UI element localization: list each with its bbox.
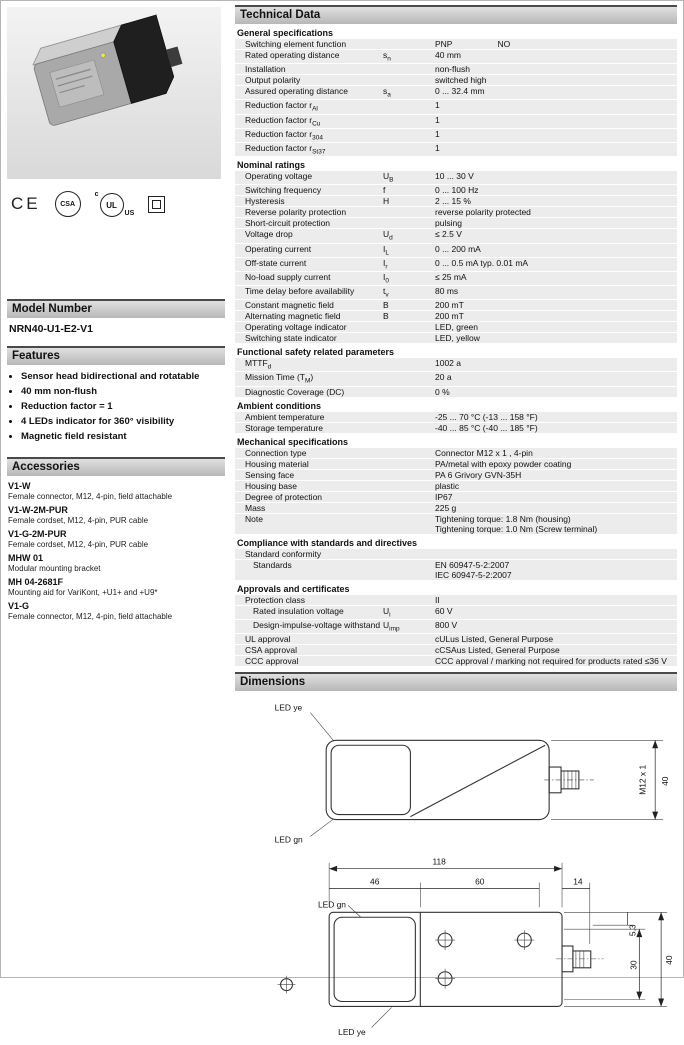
ce-mark: CE — [11, 194, 41, 213]
spec-symbol — [383, 595, 435, 605]
spec-value: reverse polarity protected — [435, 207, 531, 218]
spec-label: Operating voltage indicator — [245, 322, 347, 333]
csa-mark: CSA — [55, 191, 81, 217]
spec-label: Off-state current — [245, 257, 307, 268]
spec-value: 10 ... 30 V — [435, 171, 474, 182]
spec-value: 800 V — [435, 619, 458, 630]
spec-symbol: B — [383, 300, 389, 311]
spec-symbol: $U_B$ — [383, 171, 394, 184]
spec-row — [235, 503, 677, 513]
spec-value: 1 — [435, 100, 440, 111]
spec-value: 1002 a — [435, 358, 461, 369]
spec-row — [235, 272, 677, 285]
spec-value: non-flush — [435, 64, 470, 75]
spec-row — [235, 100, 677, 113]
spec-symbol — [383, 358, 435, 371]
spec-row — [235, 470, 677, 480]
spec-row — [235, 196, 677, 206]
side-view-body — [326, 740, 594, 819]
spec-row — [235, 549, 677, 559]
spec-symbol — [383, 64, 435, 74]
spec-label: Housing base — [245, 480, 297, 491]
spec-section-header: Functional safety related parameters — [237, 347, 395, 358]
ul-mark-circle: UL — [100, 193, 124, 217]
spec-row — [235, 244, 677, 257]
protection-class-ii-icon — [148, 196, 165, 213]
head-length-label: 46 — [370, 876, 380, 887]
spec-row — [235, 620, 677, 633]
spec-label: Reduction factor $r_{Cu}$ — [245, 114, 321, 128]
spec-section-header: Compliance with standards and directives — [237, 537, 418, 548]
accessory-desc: Female connector, M12, 4-pin, field attachable — [8, 492, 173, 501]
spec-symbol — [383, 372, 435, 385]
spec-label: No-load supply current — [245, 271, 331, 282]
spec-row — [235, 645, 677, 655]
spec-row — [235, 387, 677, 397]
spec-symbol — [383, 143, 435, 156]
spec-value: 20 a — [435, 372, 452, 383]
dimension-drawing-side-view — [235, 695, 675, 847]
spec-symbol — [383, 503, 435, 513]
spec-row — [235, 595, 677, 605]
spec-symbol — [383, 322, 435, 332]
protection-class-ii-inner-square — [152, 200, 161, 209]
spec-value: ≤ 2.5 V — [435, 229, 462, 240]
spec-symbol — [383, 645, 435, 655]
spec-value: 60 V — [435, 605, 453, 616]
spec-symbol: $I_0$ — [383, 271, 389, 285]
feature-item: • 40 mm non-flush — [21, 386, 225, 398]
feature-item: • Reduction factor = 1 — [21, 401, 225, 413]
spec-row — [235, 448, 677, 458]
spec-value: II — [435, 594, 440, 605]
spec-symbol — [383, 634, 435, 644]
spec-row — [235, 129, 677, 142]
spec-label: $MTTF_d$ — [245, 358, 272, 371]
spec-value: 200 mT — [435, 300, 464, 311]
spec-value: Connector M12 x 1 , 4-pin — [435, 447, 533, 458]
spec-row — [235, 322, 677, 332]
spec-symbol — [383, 39, 435, 49]
accessory-item — [8, 481, 225, 502]
spec-label: Hysteresis — [245, 196, 285, 207]
spec-value-2: NO — [497, 39, 511, 49]
spec-row — [235, 459, 677, 469]
spec-symbol: $I_r$ — [383, 257, 388, 271]
top-view-body — [278, 912, 604, 1006]
spec-label: Switching frequency — [245, 185, 322, 196]
spec-symbol: $U_{imp}$ — [383, 619, 400, 633]
accessory-name: V1-W-2M-PUR — [8, 505, 68, 515]
spec-value: PA 6 Grivory GVN-35H — [435, 469, 522, 480]
spec-row — [235, 64, 677, 74]
spec-row — [235, 207, 677, 217]
spec-value: 0 ... 0.5 mA typ. 0.01 mA — [435, 257, 529, 268]
spec-symbol — [383, 75, 435, 85]
spec-label: Connection type — [245, 447, 307, 458]
spec-symbol: $s_n$ — [383, 50, 391, 63]
spec-row — [235, 171, 677, 184]
spec-value: LED, yellow — [435, 333, 480, 344]
spec-value: 0 ... 100 Hz — [435, 185, 479, 196]
spec-value: 80 ms — [435, 286, 459, 297]
spec-label: Diagnostic Coverage (DC) — [245, 386, 345, 397]
spec-value: LED, green — [435, 322, 478, 333]
spec-row — [235, 514, 677, 534]
spec-value: ≤ 25 mA — [435, 271, 467, 282]
product-photo-illustration — [7, 7, 221, 179]
spec-row — [235, 286, 677, 299]
spec-symbol: H — [383, 196, 390, 207]
spec-label: Rated insulation voltage — [253, 605, 344, 616]
spec-label: Mission Time $(T_M)$ — [245, 372, 314, 386]
spec-section-header: Nominal ratings — [237, 160, 306, 171]
spec-label: Storage temperature — [245, 422, 323, 433]
spec-value: 1 — [435, 128, 440, 139]
spec-symbol — [383, 387, 435, 397]
spec-label: Voltage drop — [245, 229, 293, 240]
model-number-header: Model Number — [7, 299, 225, 318]
m12-thread-label: M12 x 1 — [637, 764, 648, 795]
spec-label: Sensing face — [245, 469, 295, 480]
accessory-item — [8, 601, 225, 622]
spec-row — [235, 560, 677, 580]
spec-row — [235, 492, 677, 502]
led-green-label-top-view: LED gn — [317, 899, 346, 910]
spec-symbol — [383, 100, 435, 113]
led-yellow-label: LED ye — [274, 702, 303, 713]
spec-label: Alternating magnetic field — [245, 311, 341, 322]
spec-value: 1 — [435, 114, 440, 125]
spec-label: Time delay before availability — [245, 286, 355, 297]
dimensions-header: Dimensions — [235, 672, 677, 691]
spec-label: Output polarity — [245, 75, 301, 86]
spec-label: Degree of protection — [245, 491, 323, 502]
spec-label: Design-impulse-voltage withstand — [253, 619, 381, 630]
spec-symbol: $s_a$ — [383, 86, 391, 99]
accessory-item — [8, 529, 225, 550]
spec-row — [235, 50, 677, 63]
spec-value: PA/metal with epoxy powder coating — [435, 458, 572, 469]
spec-row — [235, 229, 677, 242]
spec-label: Standard conformity — [245, 548, 322, 559]
right-column — [229, 1, 683, 1038]
spec-value: Tightening torque: 1.8 Nm (housing) Tightening torque: 1.0 Nm (Screw terminal) — [435, 513, 598, 534]
spec-label: Housing material — [245, 458, 309, 469]
spec-label: Protection class — [245, 594, 305, 605]
accessory-item — [8, 505, 225, 526]
accessory-name: MH 04-2681F — [8, 577, 64, 587]
spec-value: CCC approval / marking not required for products rated ≤36 V — [435, 656, 667, 666]
spec-value: PNP NO — [435, 39, 511, 49]
spec-value: cULus Listed, General Purpose — [435, 634, 554, 644]
accessory-desc: Female cordset, M12, 4-pin, PUR cable — [8, 540, 149, 549]
spec-label: Rated operating distance — [245, 50, 340, 60]
spec-value: cCSAus Listed, General Purpose — [435, 645, 560, 655]
tech-table — [235, 28, 677, 666]
feature-item: • Sensor head bidirectional and rotatable — [21, 371, 225, 383]
spec-symbol — [383, 492, 435, 502]
spec-label: Reverse polarity protection — [245, 207, 347, 218]
spec-label: UL approval — [245, 634, 291, 644]
accessory-name: V1-G — [8, 601, 30, 611]
spec-row — [235, 185, 677, 195]
spec-symbol — [383, 481, 435, 491]
left-column — [1, 1, 229, 977]
spec-symbol — [383, 448, 435, 458]
spec-label: Note — [245, 513, 263, 524]
height-40-label-top-view: 40 — [664, 955, 675, 965]
spec-symbol — [383, 423, 435, 433]
spec-row — [235, 86, 677, 99]
spec-symbol: $U_i$ — [383, 605, 391, 619]
accessory-desc: Modular mounting bracket — [8, 564, 101, 573]
spec-section-header: Ambient conditions — [237, 400, 321, 411]
accessories-list — [7, 481, 225, 622]
accessory-desc: Female cordset, M12, 4-pin, PUR cable — [8, 516, 149, 525]
spec-symbol: $U_d$ — [383, 229, 393, 242]
spec-label: CSA approval — [245, 645, 297, 655]
features-list — [7, 371, 225, 443]
spec-value: IP67 — [435, 491, 453, 502]
accessory-item — [8, 553, 225, 574]
spec-symbol: $I_L$ — [383, 243, 389, 257]
inner-height-30-label: 30 — [628, 960, 639, 970]
spec-row — [235, 115, 677, 128]
spec-label: Switching element function — [245, 39, 347, 49]
side-view-labels — [275, 703, 334, 845]
top-view-dimensions-top — [329, 857, 590, 944]
spec-row — [235, 423, 677, 433]
spec-value: -40 ... 85 °C (-40 ... 185 °F) — [435, 422, 538, 433]
spec-value: switched high — [435, 75, 487, 86]
feature-item: • Magnetic field resistant — [21, 431, 225, 443]
dimension-drawings — [235, 691, 677, 1045]
spec-symbol — [383, 549, 435, 559]
feature-item: • 4 LEDs indicator for 360° visibility — [21, 416, 225, 428]
spec-symbol: $t_v$ — [383, 286, 389, 299]
accessory-desc: Female connector, M12, 4-pin, field attachable — [8, 612, 173, 621]
ul-mark — [95, 191, 135, 217]
product-photo — [7, 7, 221, 179]
spec-label: Installation — [245, 64, 286, 75]
spec-section-header: General specifications — [237, 28, 334, 38]
spec-value: EN 60947-5-2:2007 IEC 60947-5-2:2007 — [435, 559, 512, 580]
spec-label: Mass — [245, 502, 266, 513]
ul-mark-prefix: c — [94, 191, 99, 198]
spec-row — [235, 39, 677, 49]
spec-value: 225 g — [435, 502, 457, 513]
spec-symbol — [383, 656, 435, 666]
spec-label: Reduction factor $r_{Al}$ — [245, 100, 318, 114]
spec-value — [435, 549, 675, 559]
connector-length-label: 14 — [573, 876, 583, 887]
spec-row — [235, 75, 677, 85]
spec-symbol: f — [383, 185, 386, 196]
spec-label: Operating current — [245, 243, 312, 254]
led-yellow-label-top-view: LED ye — [338, 1027, 366, 1038]
spec-symbol — [383, 560, 435, 580]
accessory-name: V1-G-2M-PUR — [8, 529, 67, 539]
spec-section-header: Approvals and certificates — [237, 583, 350, 594]
spec-section-header: Mechanical specifications — [237, 436, 349, 447]
total-length-label: 118 — [432, 856, 446, 867]
accessory-item — [8, 577, 225, 598]
spec-value: 200 mT — [435, 311, 464, 322]
spec-label: Short-circuit protection — [245, 218, 331, 229]
spec-value: 0 ... 32.4 mm — [435, 86, 485, 97]
spec-symbol — [383, 514, 435, 534]
spec-row — [235, 311, 677, 321]
spec-symbol — [383, 129, 435, 142]
ul-mark-suffix: US — [124, 210, 135, 217]
spec-value: 40 mm — [435, 50, 461, 60]
led-green-label: LED gn — [274, 834, 303, 845]
accessory-name: V1-W — [8, 481, 31, 491]
spec-value: 0 % — [435, 386, 450, 397]
spec-row — [235, 333, 677, 343]
spec-symbol — [383, 218, 435, 228]
spec-label: Standards — [253, 559, 292, 570]
spec-symbol — [383, 470, 435, 480]
spec-label: Reduction factor $r_{St37}$ — [245, 142, 326, 156]
spec-row — [235, 634, 677, 644]
technical-data-header: Technical Data — [235, 5, 677, 24]
spec-value: pulsing — [435, 218, 462, 229]
spec-symbol — [383, 115, 435, 128]
spec-row — [235, 143, 677, 156]
spec-label: Ambient temperature — [245, 411, 325, 422]
spec-value: -25 ... 70 °C (-13 ... 158 °F) — [435, 411, 538, 422]
spec-row — [235, 656, 677, 666]
spec-symbol: B — [383, 311, 389, 322]
spec-label: Operating voltage — [245, 171, 313, 182]
spec-symbol — [383, 207, 435, 217]
offset-5-3-label: 5.3 — [627, 924, 638, 937]
accessories-header: Accessories — [7, 457, 225, 476]
spec-row — [235, 606, 677, 619]
spec-value: plastic — [435, 480, 460, 491]
spec-row — [235, 372, 677, 385]
model-number-value: NRN40-U1-E2-V1 — [9, 323, 94, 335]
spec-value: 1 — [435, 142, 440, 153]
spec-symbol — [383, 333, 435, 343]
spec-label: Reduction factor $r_{304}$ — [245, 128, 323, 142]
left-spacer — [7, 221, 225, 299]
spec-symbol — [383, 412, 435, 422]
accessory-desc: Mounting aid for VariKont, +U1+ and +U9* — [8, 588, 158, 597]
dimension-drawing-top-view — [235, 852, 675, 1040]
spec-row — [235, 258, 677, 271]
height-40-label: 40 — [660, 776, 671, 786]
features-header: Features — [7, 346, 225, 365]
spec-value: 2 ... 15 % — [435, 196, 471, 207]
spec-label: Constant magnetic field — [245, 300, 334, 311]
spec-symbol — [383, 459, 435, 469]
spec-row — [235, 412, 677, 422]
spec-row — [235, 300, 677, 310]
body-length-label: 60 — [475, 876, 485, 887]
spec-row — [235, 358, 677, 371]
top-view-dimensions-right — [564, 912, 674, 1006]
spec-row — [235, 481, 677, 491]
accessory-name: MHW 01 — [8, 553, 44, 563]
spec-row — [235, 218, 677, 228]
certification-marks — [11, 187, 225, 221]
spec-label: CCC approval — [245, 656, 299, 666]
spec-label: Switching state indicator — [245, 333, 337, 344]
spec-value: 0 ... 200 mA — [435, 243, 481, 254]
spec-label: Assured operating distance — [245, 86, 349, 97]
